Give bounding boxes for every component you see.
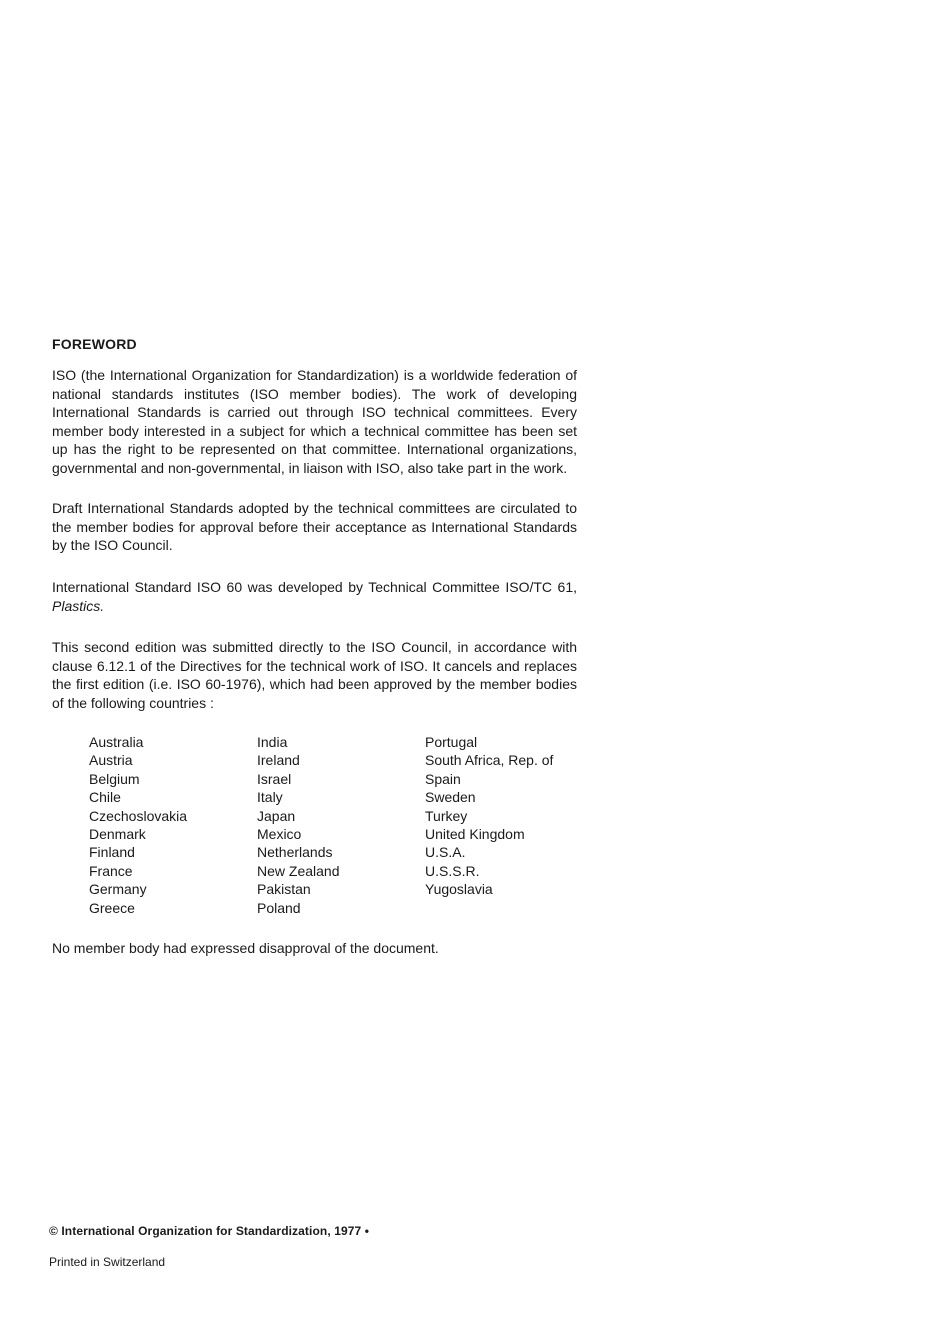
country-item: Turkey bbox=[425, 807, 468, 824]
country-item: Yugoslavia bbox=[425, 881, 493, 898]
country-item: U.S.S.R. bbox=[425, 862, 480, 879]
paragraph-draft-standards: Draft International Standards adopted by the technical committees are circulated to the member bodies for approval before their acceptance as International Standards by the ISO Council. bbox=[52, 500, 577, 553]
countries-list bbox=[89, 733, 593, 917]
copyright-notice: © International Organization for Standardization, 1977 • bbox=[49, 1224, 370, 1238]
country-item: Austria bbox=[89, 752, 133, 769]
country-item: India bbox=[257, 734, 288, 750]
country-item: Finland bbox=[89, 844, 135, 861]
country-item: Australia bbox=[89, 734, 144, 750]
country-item: Mexico bbox=[257, 826, 302, 843]
paragraph-edition: This second edition was submitted directly to the ISO Council, in accordance with clause 6.12.1 of the Directives for the technical work of ISO. It cancels and replaces the first edition (i.e. ISO 60-1976), which had been approved by the member bodies of the following countries : bbox=[52, 639, 577, 711]
countries-column-2 bbox=[257, 733, 425, 917]
country-item: Italy bbox=[257, 789, 283, 806]
country-item: Pakistan bbox=[257, 881, 311, 898]
country-item: Belgium bbox=[89, 770, 140, 787]
committee-name: Plastics. bbox=[52, 597, 105, 614]
country-item: Denmark bbox=[89, 826, 146, 843]
country-item: Israel bbox=[257, 770, 292, 787]
development-text: International Standard ISO 60 was developed by Technical Committee ISO/TC 61, bbox=[52, 579, 577, 595]
country-item: Sweden bbox=[425, 789, 476, 806]
country-item: Chile bbox=[89, 789, 121, 806]
printed-location: Printed in Switzerland bbox=[49, 1255, 166, 1269]
country-item: Netherlands bbox=[257, 844, 333, 861]
paragraph-disapproval: No member body had expressed disapproval of the document. bbox=[52, 940, 439, 956]
country-item: France bbox=[89, 862, 133, 879]
country-item: U.S.A. bbox=[425, 844, 466, 861]
country-item: Poland bbox=[257, 899, 301, 916]
country-item: Ireland bbox=[257, 752, 300, 769]
country-item: Japan bbox=[257, 807, 296, 824]
countries-column-3 bbox=[425, 733, 593, 917]
country-item: Germany bbox=[89, 881, 147, 898]
paragraph-development bbox=[52, 578, 577, 615]
country-item: Czechoslovakia bbox=[89, 807, 188, 824]
paragraph-iso-description: ISO (the International Organization for Standardization) is a worldwide federation of national standards institutes (ISO member bodies). The work of developing International Standards is carried out through ISO technical committees. Every member body interested in a subject for which a technical committee has been set up has the right to be represented on that committee. International organizations, governmental and non-governmental, in liaison with ISO, also take part in the work. bbox=[52, 367, 577, 476]
country-item: United Kingdom bbox=[425, 826, 525, 843]
countries-column-1 bbox=[89, 733, 257, 917]
country-item: New Zealand bbox=[257, 862, 340, 879]
country-item: Spain bbox=[425, 770, 461, 787]
country-item: South Africa, Rep. of bbox=[425, 752, 554, 769]
foreword-heading: FOREWORD bbox=[52, 336, 137, 352]
country-item: Portugal bbox=[425, 734, 478, 750]
country-item: Greece bbox=[89, 899, 135, 916]
